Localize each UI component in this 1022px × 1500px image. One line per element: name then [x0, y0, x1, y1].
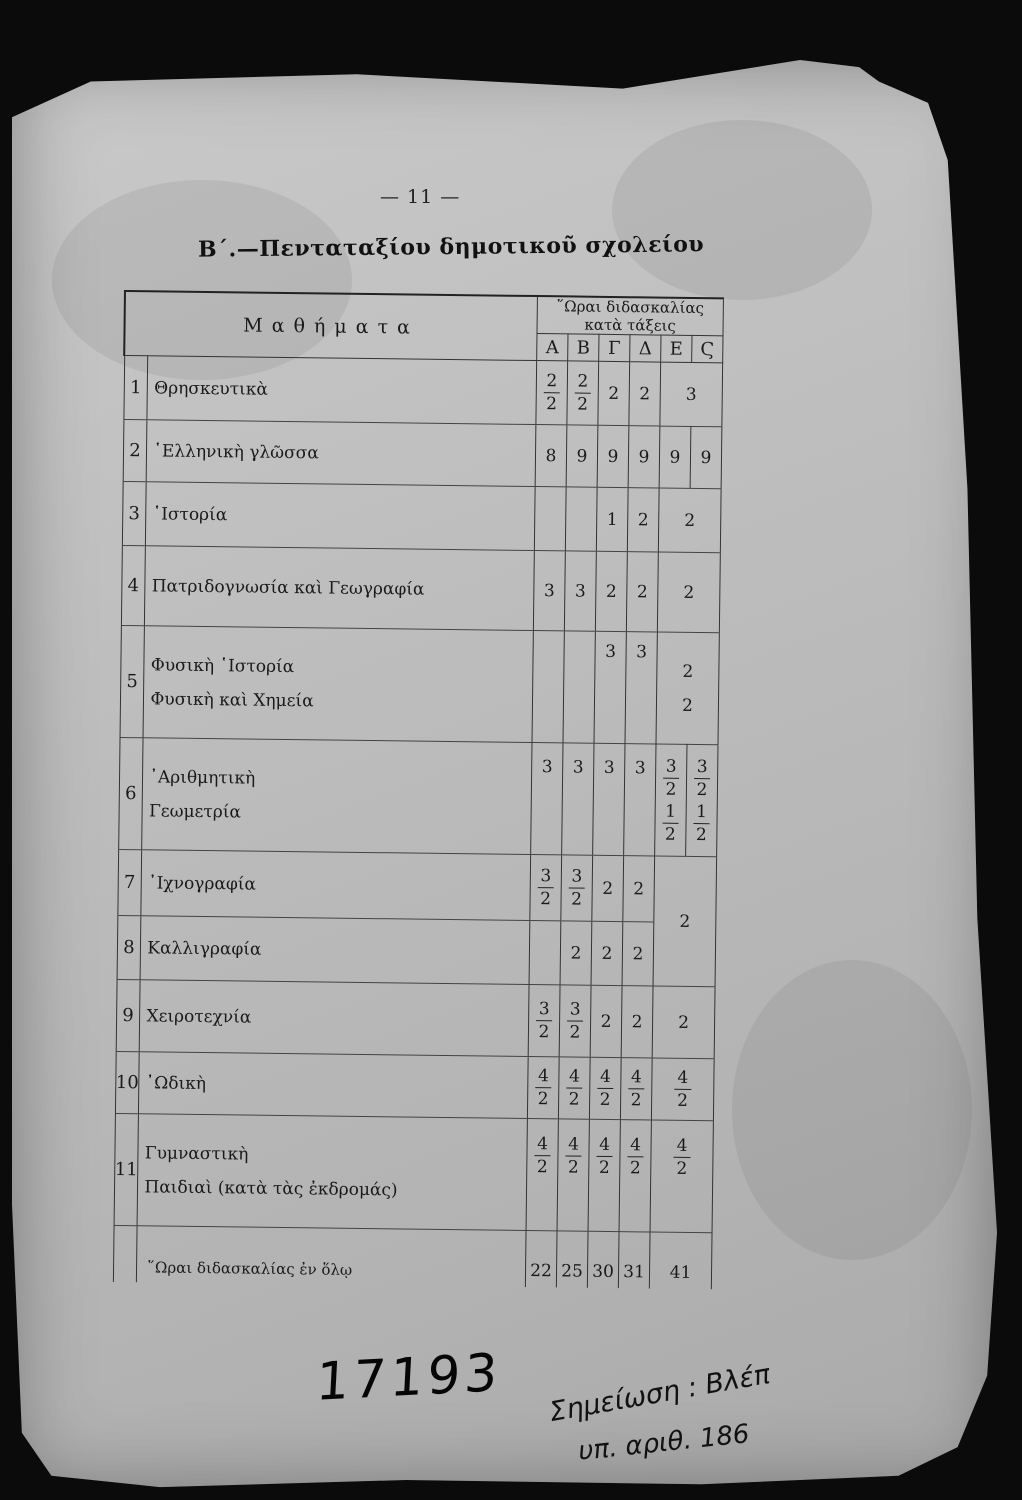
class-header-a: Α [537, 334, 568, 361]
subject-name [139, 1052, 528, 1119]
subject-label: Φυσικὴ καὶ Χημεία [150, 688, 314, 711]
total-row [113, 1225, 712, 1288]
row-number: 6 [118, 737, 143, 849]
hours-cell: 2 [627, 488, 659, 552]
hours-cell: 3 [594, 631, 626, 743]
row-number: 2 [123, 420, 148, 482]
subject-name [146, 482, 535, 551]
class-header-c: Γ [599, 334, 630, 361]
hours-cell [563, 631, 595, 743]
row-number: 9 [116, 979, 141, 1051]
table-row [116, 979, 715, 1058]
table-row [117, 915, 716, 986]
total-value: 31 [618, 1232, 650, 1288]
hours-cell: 2 [653, 856, 717, 987]
subject-label: Παιδιαὶ (κατὰ τὰς ἐκδρομάς) [144, 1176, 398, 1200]
subject-label: Πατριδογνωσία καὶ Γεωγραφία [151, 575, 425, 600]
hours-cell: 9 [628, 426, 660, 488]
hours-cell: 2 [595, 551, 627, 631]
hours-cell: $\frac{2}{2}$ [536, 361, 568, 425]
hours-table [112, 290, 724, 1289]
row-number: 4 [121, 545, 146, 625]
hours-cell [565, 487, 597, 551]
row-number: 1 [123, 356, 148, 420]
hours-cell: $\frac{4}{2}$ [588, 1119, 620, 1231]
total-value: 30 [587, 1231, 619, 1287]
hours-cell [534, 487, 566, 551]
hours-cell: 2 [560, 921, 592, 985]
hours-cell: 3 [564, 551, 596, 631]
hours-cell: 3 [533, 551, 565, 631]
subject-label: Καλλιγραφία [147, 937, 262, 960]
hours-cell: $\frac{3}{2}$ [561, 855, 593, 921]
hours-cell [532, 631, 564, 743]
handwritten-note-line: Σημείωση : Βλέπ [547, 1358, 773, 1429]
row-number: 11 [114, 1113, 139, 1225]
hours-cell: 9 [659, 426, 691, 488]
row-number: 3 [122, 481, 147, 545]
row-number: 5 [120, 625, 145, 737]
hours-cell: $\frac{3}{2}$ $\frac{1}{2}$ [655, 744, 687, 856]
subject-label: Γυμναστικὴ [144, 1142, 249, 1165]
hours-cell: $\frac{4}{2}$ [650, 1120, 713, 1233]
hours-cell: $\frac{4}{2}$ [589, 1057, 621, 1119]
total-value: 41 [649, 1232, 712, 1289]
page-number: — 11 — [380, 186, 461, 208]
handwritten-note-line: υπ. αριθ. 186 [576, 1419, 751, 1467]
hours-cell: $\frac{4}{2}$ [557, 1119, 589, 1231]
hours-cell: 3 [593, 743, 625, 855]
subject-label: ᾿Αριθμητικὴ [149, 766, 256, 789]
hours-cell: 2 [591, 921, 623, 985]
page-title: Β΄.—Πενταταξίου δημοτικοῦ σχολείου [197, 231, 705, 263]
table-row [118, 737, 718, 856]
total-value: 22 [525, 1230, 557, 1286]
subject-label: ᾿Ωδικὴ [145, 1072, 207, 1094]
subject-name [140, 916, 529, 985]
hours-cell: $\frac{4}{2}$ [527, 1056, 559, 1118]
hours-cell: $\frac{4}{2}$ [619, 1120, 651, 1232]
subject-label: ῾Ελληνικὴ γλῶσσα [153, 440, 319, 463]
table-row [123, 420, 722, 489]
hours-cell: 9 [690, 426, 722, 488]
hours-cell: $\frac{4}{2}$ [651, 1058, 714, 1121]
row-number [113, 1225, 138, 1281]
subject-name [137, 1114, 527, 1231]
hours-cell: 2 [592, 855, 624, 921]
table-row [120, 625, 720, 744]
hours-cell: 9 [566, 425, 598, 487]
subject-name [140, 980, 529, 1057]
hours-cell: $\frac{3}{2}$ [528, 985, 560, 1057]
hours-cell [656, 632, 719, 745]
hours-header-line2: κατὰ τάξεις [584, 315, 676, 335]
table-row [114, 1113, 714, 1232]
subject-name [143, 626, 533, 743]
hours-cell: 2 [658, 488, 721, 553]
subject-name [145, 546, 535, 631]
hours-cell: 3 [624, 744, 656, 856]
total-label: ῞Ωραι διδασκαλίας ἐν ὅλῳ [137, 1226, 526, 1287]
hours-cell: 2 [622, 922, 654, 986]
table-row [115, 1051, 714, 1120]
subject-label: Γεωμετρία [148, 800, 242, 822]
class-header-f: Ϛ [692, 335, 723, 362]
table-row [123, 356, 722, 427]
subject-label: Φυσικὴ ῾Ιστορία [150, 654, 295, 677]
row-number: 10 [115, 1051, 140, 1113]
table-row [117, 849, 716, 922]
hours-cell: 2 [652, 986, 715, 1059]
hours-cell: 2 [598, 361, 630, 425]
hours-cell: 1 [596, 487, 628, 551]
hours-cell: 2 [623, 856, 655, 922]
hours-cell: 3 [660, 362, 723, 427]
hours-header [537, 296, 723, 336]
class-header-e: Ε [661, 335, 692, 362]
paper-stain [732, 960, 972, 1260]
subject-name [142, 738, 532, 855]
subjects-header: Μαθήματα [124, 291, 537, 361]
subject-label: Θρησκευτικὰ [154, 377, 268, 400]
row-number: 7 [117, 849, 142, 915]
subject-name [141, 850, 530, 921]
hours-cell: $\frac{4}{2}$ [526, 1118, 558, 1230]
class-header-d: Δ [630, 335, 661, 362]
hours-cell: 3 [531, 743, 563, 855]
hours-cell: $\frac{4}{2}$ [558, 1057, 590, 1119]
subject-label: ᾿Ιχνογραφία [148, 872, 257, 895]
hours-cell: $\frac{2}{2}$ [567, 361, 599, 425]
hours-cell [529, 921, 561, 985]
hours-cell: 2 [629, 362, 661, 426]
hours-cell: $\frac{3}{2}$ $\frac{1}{2}$ [686, 744, 718, 856]
subject-name [147, 420, 536, 487]
hours-cell: 2 [626, 552, 658, 632]
subject-label: ῾Ιστορία [152, 503, 228, 525]
hours-cell: 9 [597, 425, 629, 487]
hours-cell: 3 [562, 743, 594, 855]
hours-cell: $\frac{3}{2}$ [559, 985, 591, 1057]
hours-header-line1: ῞Ωραι διδασκαλίας [556, 297, 705, 318]
class-header-b: Β [568, 334, 599, 361]
hours-value: 2 2 [681, 661, 694, 716]
hours-cell: 2 [621, 986, 653, 1058]
subject-name [147, 356, 536, 425]
hours-cell: 3 [625, 632, 657, 744]
row-number: 8 [117, 915, 142, 979]
handwritten-number: 17193 [314, 1343, 503, 1413]
subject-label: Χειροτεχνία [146, 1005, 252, 1028]
hours-cell: 2 [590, 985, 622, 1057]
total-value: 25 [556, 1231, 588, 1287]
hours-cell: $\frac{4}{2}$ [620, 1058, 652, 1120]
hours-cell: 2 [657, 552, 720, 633]
table-row [121, 545, 720, 632]
hours-cell: 8 [535, 425, 567, 487]
paper-stain [612, 120, 872, 300]
timetable [112, 290, 724, 1289]
table-row [122, 481, 721, 552]
hours-cell: $\frac{3}{2}$ [530, 855, 562, 921]
